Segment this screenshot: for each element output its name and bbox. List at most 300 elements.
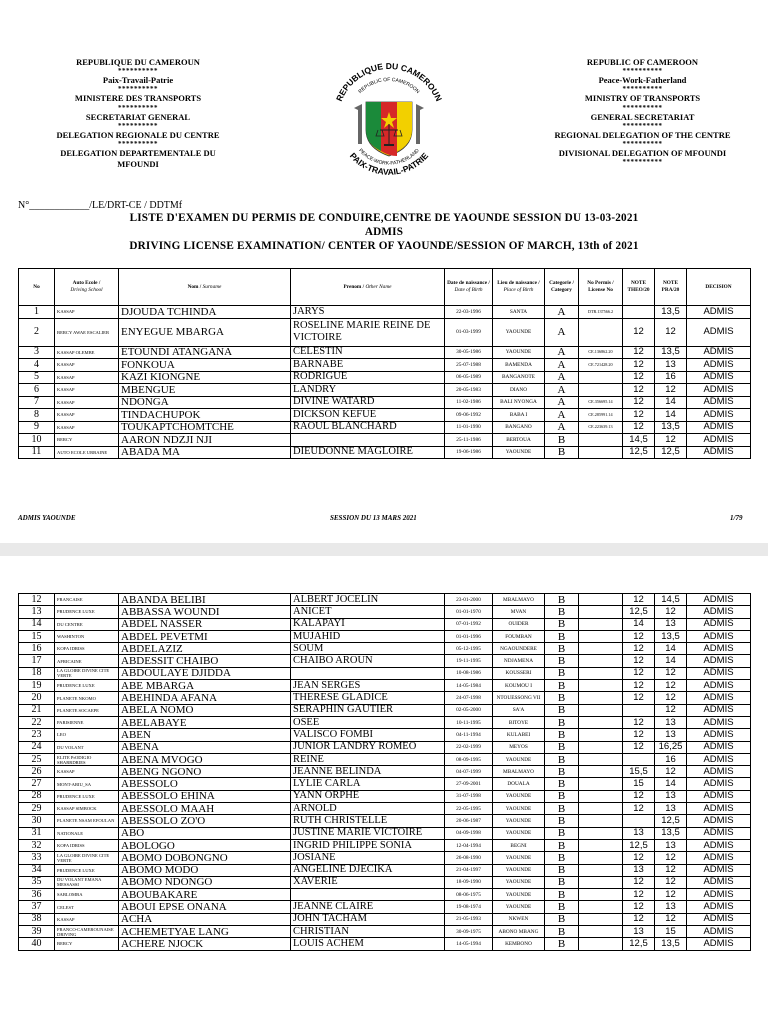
cell-birth-place: OUIDER (493, 618, 545, 630)
cell-surname: ABEN (119, 729, 291, 741)
cell-category: B (545, 594, 579, 606)
cell-first-name: CELESTIN (291, 346, 445, 359)
cell-theory-score: 12 (623, 901, 655, 913)
cell-birth-place: KEMBONO (493, 938, 545, 950)
cell-license-no (579, 384, 623, 397)
cell-first-name: DIEUDONNE MAGLOIRE (291, 446, 445, 459)
cell-first-name: DICKSON KEFUE (291, 409, 445, 422)
cell-first-name: SOUM (291, 643, 445, 655)
cell-birth-date: 26-08-1990 (445, 852, 493, 864)
cell-practical-score: 12 (655, 667, 687, 679)
cell-birth-place: YAOUNDE (493, 815, 545, 827)
cell-no: 14 (19, 618, 55, 630)
table-row (19, 630, 751, 642)
cell-no: 15 (19, 630, 55, 642)
cell-birth-place: BERTOUA (493, 434, 545, 447)
cell-decision: ADMIS (687, 421, 751, 434)
cell-birth-date: 20-06-1987 (445, 815, 493, 827)
cell-license-no (579, 753, 623, 765)
cell-school: FRANCO-CAMEROUNAISE DRIVING (55, 926, 119, 938)
cell-birth-date: 10-08-1986 (445, 667, 493, 679)
title-french: LISTE D'EXAMEN DU PERMIS DE CONDUIRE,CENTRE DE YAOUNDE SESSION DU 13-03-2021 (129, 212, 639, 224)
cell-no: 18 (19, 667, 55, 679)
cell-first-name: ANGELINE DJECIKA (291, 864, 445, 876)
cell-category: B (545, 643, 579, 655)
table-row (19, 396, 751, 409)
cell-first-name: JUSTINE MARIE VICTOIRE (291, 827, 445, 839)
cell-surname: ABDELAZIZ (119, 643, 291, 655)
cell-practical-score: 13 (655, 839, 687, 851)
cell-birth-place: KULABEI (493, 729, 545, 741)
cell-license-no: CE.721428.20 (579, 359, 623, 372)
cell-category: B (545, 839, 579, 851)
table-row (19, 618, 751, 630)
cell-theory-score: 12 (623, 318, 655, 346)
header-line: GENERAL SECRETARIAT (590, 111, 695, 122)
cell-birth-date: 14-05-1994 (445, 938, 493, 950)
header-separator: ********** (118, 140, 158, 149)
cell-license-no (579, 741, 623, 753)
cell-decision: ADMIS (687, 790, 751, 802)
cell-birth-date: 22-02-1999 (445, 741, 493, 753)
cell-school: KASSAP OLEMBE (55, 346, 119, 359)
cell-theory-score: 13 (623, 864, 655, 876)
cell-practical-score: 12 (655, 680, 687, 692)
cell-theory-score (623, 704, 655, 716)
cell-birth-date: 25-07-1988 (445, 359, 493, 372)
cell-practical-score: 16 (655, 371, 687, 384)
cell-category: A (545, 371, 579, 384)
cell-category: A (545, 318, 579, 346)
cell-first-name: JOSIANE (291, 852, 445, 864)
cell-decision: ADMIS (687, 889, 751, 901)
cell-school: BERCY (55, 938, 119, 950)
cell-no: 24 (19, 741, 55, 753)
header-line: DELEGATION DEPARTEMENTALE DU (60, 148, 216, 159)
cell-first-name: ANICET (291, 606, 445, 618)
cell-birth-date: 19-11-1995 (445, 655, 493, 667)
cell-category: B (545, 716, 579, 728)
cell-surname: ABO (119, 827, 291, 839)
cell-first-name: CHAIBO AROUN (291, 655, 445, 667)
cell-category: A (545, 421, 579, 434)
cell-first-name: SERAPHIN GAUTIER (291, 704, 445, 716)
table-row (19, 889, 751, 901)
cell-license-no (579, 839, 623, 851)
table-row (19, 421, 751, 434)
cell-theory-score: 13 (623, 926, 655, 938)
cell-school: PRUDENCE LUXE (55, 606, 119, 618)
cell-first-name: JEANNE BELINDA (291, 766, 445, 778)
table-row (19, 606, 751, 618)
cell-school: FRANCAISE (55, 594, 119, 606)
cell-theory-score: 15,5 (623, 766, 655, 778)
cell-birth-place: KOUSSERI (493, 667, 545, 679)
cell-license-no (579, 913, 623, 925)
cell-license-no (579, 864, 623, 876)
table-row (19, 371, 751, 384)
cell-category: B (545, 618, 579, 630)
cell-first-name: REINE (291, 753, 445, 765)
cell-surname: ABDOULAYE DJIDDA (119, 667, 291, 679)
cell-birth-date: 30-05-1986 (445, 346, 493, 359)
cell-birth-place: NTOUESSONG VII (493, 692, 545, 704)
cell-practical-score: 12 (655, 766, 687, 778)
cell-practical-score: 13,5 (655, 827, 687, 839)
cell-practical-score: 14 (655, 396, 687, 409)
table-row (19, 704, 751, 716)
cell-first-name: ALBERT JOCELIN (291, 594, 445, 606)
cell-birth-date: 14-05-1984 (445, 680, 493, 692)
cell-decision: ADMIS (687, 852, 751, 864)
header-line: Peace-Work-Fatherland (598, 75, 687, 86)
cell-surname: ACHEMETYAE LANG (119, 926, 291, 938)
cell-practical-score: 13 (655, 901, 687, 913)
table-row (19, 680, 751, 692)
cell-surname: ACHA (119, 913, 291, 925)
cell-decision: ADMIS (687, 655, 751, 667)
cell-first-name: MUJAHID (291, 630, 445, 642)
cell-birth-date: 04-11-1994 (445, 729, 493, 741)
cell-license-no (579, 716, 623, 728)
cell-school: KASSAP (55, 766, 119, 778)
cell-category: B (545, 753, 579, 765)
cell-first-name: RAOUL BLANCHARD (291, 421, 445, 434)
cell-practical-score: 14 (655, 778, 687, 790)
cell-no: 16 (19, 643, 55, 655)
cell-license-no (579, 618, 623, 630)
cell-surname: TINDACHUPOK (119, 409, 291, 422)
cell-birth-date: 06-05-1989 (445, 371, 493, 384)
cell-theory-score: 14,5 (623, 434, 655, 447)
table-row (19, 778, 751, 790)
cell-birth-date: 19-06-1986 (445, 446, 493, 459)
cell-school: AUTO ECOLE URBAINE (55, 446, 119, 459)
cell-theory-score: 12,5 (623, 606, 655, 618)
cell-decision: ADMIS (687, 359, 751, 372)
cell-category: B (545, 901, 579, 913)
cell-category: B (545, 446, 579, 459)
header-left-french (18, 57, 258, 170)
cell-surname: ABOMO DOBONGNO (119, 852, 291, 864)
cell-theory-score: 12 (623, 741, 655, 753)
table-row (19, 643, 751, 655)
header-separator: ********** (118, 85, 158, 94)
cell-birth-date: 01-03-1999 (445, 318, 493, 346)
cell-no: 20 (19, 692, 55, 704)
cell-school: PLANETE SOCAEPE (55, 704, 119, 716)
cell-surname: FONKOUA (119, 359, 291, 372)
cell-surname: ABENG NGONO (119, 766, 291, 778)
footer-center: SESSION DU 13 MARS 2021 (330, 514, 417, 522)
header-line: MINISTRY OF TRANSPORTS (584, 93, 701, 104)
cell-license-no (579, 680, 623, 692)
cell-practical-score: 13,5 (655, 421, 687, 434)
cell-surname: ABESSOLO MAAH (119, 803, 291, 815)
cell-decision: ADMIS (687, 716, 751, 728)
table-row (19, 926, 751, 938)
cell-no: 5 (19, 371, 55, 384)
cell-birth-place: MVAN (493, 606, 545, 618)
cell-theory-score: 12 (623, 667, 655, 679)
cell-birth-place: YAOUNDE (493, 803, 545, 815)
cell-theory-score: 12 (623, 876, 655, 888)
seal-top-text: REPUBLIQUE DU CAMEROUN (333, 60, 445, 103)
cell-no: 9 (19, 421, 55, 434)
cell-decision: ADMIS (687, 346, 751, 359)
cell-birth-date: 07-01-1992 (445, 618, 493, 630)
cell-first-name: LANDRY (291, 384, 445, 397)
cell-license-no (579, 938, 623, 950)
cell-no: 38 (19, 913, 55, 925)
cell-license-no (579, 876, 623, 888)
cell-no: 26 (19, 766, 55, 778)
cell-theory-score: 12 (623, 803, 655, 815)
cell-school: PLANETE NSAM EFOULAN (55, 815, 119, 827)
cell-surname: MBENGUE (119, 384, 291, 397)
cell-school: LA GLOIRE DIVINE CITE VERTE (55, 667, 119, 679)
cell-birth-date: 09-06-1992 (445, 409, 493, 422)
cell-license-no (579, 827, 623, 839)
cell-no: 32 (19, 839, 55, 851)
cell-birth-date: 02-05-2000 (445, 704, 493, 716)
cell-birth-date: 20-05-1983 (445, 384, 493, 397)
cell-category: B (545, 790, 579, 802)
cell-no: 19 (19, 680, 55, 692)
cell-school: PLANETE NKOMO (55, 692, 119, 704)
col-header-decision: DECISION (687, 269, 751, 306)
cell-school: KOFA IDRISS (55, 643, 119, 655)
cell-category: B (545, 827, 579, 839)
cell-decision: ADMIS (687, 618, 751, 630)
cell-birth-place: SA'A (493, 704, 545, 716)
cell-birth-place: YAOUNDE (493, 876, 545, 888)
cell-category: B (545, 815, 579, 827)
cell-practical-score: 12 (655, 913, 687, 925)
cell-birth-date: 22-05-1995 (445, 803, 493, 815)
col-header-theory: NOTE THEO/20 (623, 269, 655, 306)
cell-birth-date: 24-07-1998 (445, 692, 493, 704)
cell-school: KASSAP (55, 421, 119, 434)
cell-birth-date: 23-01-2000 (445, 594, 493, 606)
cell-no: 39 (19, 926, 55, 938)
cell-surname: ABDESSIT CHAIBO (119, 655, 291, 667)
cell-category: B (545, 655, 579, 667)
cell-license-no (579, 692, 623, 704)
col-header-school: Auto Ecole / Driving School (55, 269, 119, 306)
header-separator: ********** (622, 85, 663, 94)
cell-practical-score: 13,5 (655, 346, 687, 359)
seal-top-inner-text: REPUBLIC OF CAMEROON (357, 76, 421, 95)
table-row (19, 901, 751, 913)
cell-birth-place: BALI NYONGA (493, 396, 545, 409)
cell-license-no (579, 766, 623, 778)
table-row (19, 938, 751, 950)
cell-no: 35 (19, 876, 55, 888)
cell-first-name: JARYS (291, 306, 445, 319)
cell-surname: ETOUNDI ATANGANA (119, 346, 291, 359)
cell-school: KASSAP (55, 396, 119, 409)
cell-license-no (579, 630, 623, 642)
table-row (19, 790, 751, 802)
cell-category: B (545, 704, 579, 716)
cell-practical-score: 13,5 (655, 630, 687, 642)
cell-decision: ADMIS (687, 704, 751, 716)
cell-school: PRUDENCE LUXE (55, 864, 119, 876)
cell-birth-place: MBALMAYO (493, 594, 545, 606)
cell-category: B (545, 766, 579, 778)
cell-practical-score: 12 (655, 852, 687, 864)
cell-decision: ADMIS (687, 409, 751, 422)
cell-first-name: LYLIE CARLA (291, 778, 445, 790)
cell-practical-score: 12 (655, 704, 687, 716)
cell-category: B (545, 667, 579, 679)
cell-birth-place: YAOUNDE (493, 318, 545, 346)
cell-birth-date: 04-07-1999 (445, 766, 493, 778)
cell-decision: ADMIS (687, 446, 751, 459)
table-row (19, 594, 751, 606)
cell-first-name: JOHN TACHAM (291, 913, 445, 925)
cell-first-name: RODRIGUE (291, 371, 445, 384)
cell-theory-score: 12 (623, 409, 655, 422)
cell-no: 34 (19, 864, 55, 876)
header-separator: ********** (622, 67, 663, 76)
cell-no: 23 (19, 729, 55, 741)
table-header-row (19, 269, 751, 306)
cell-surname: ABDEL NASSER (119, 618, 291, 630)
header-line: REPUBLIQUE DU CAMEROUN (76, 57, 200, 67)
cell-practical-score: 12 (655, 384, 687, 397)
header-line: MFOUNDI (117, 159, 159, 170)
cell-no: 1 (19, 306, 55, 319)
table-row (19, 359, 751, 372)
header-line: DELEGATION REGIONALE DU CENTRE (56, 129, 220, 140)
cell-birth-place: NGAOUNDERE (493, 643, 545, 655)
cell-decision: ADMIS (687, 803, 751, 815)
header-separator: ********** (118, 67, 158, 76)
cell-category: A (545, 396, 579, 409)
cell-decision: ADMIS (687, 680, 751, 692)
cell-license-no (579, 667, 623, 679)
cell-theory-score: 12,5 (623, 839, 655, 851)
table-body-page-2 (19, 594, 751, 951)
results-table-page-1 (18, 268, 751, 459)
cell-decision: ADMIS (687, 741, 751, 753)
table-row (19, 667, 751, 679)
cell-birth-place: KOUMOU I (493, 680, 545, 692)
cell-category: A (545, 409, 579, 422)
cell-decision: ADMIS (687, 864, 751, 876)
cell-school: WASHINTON (55, 630, 119, 642)
cell-decision: ADMIS (687, 371, 751, 384)
cell-category: B (545, 876, 579, 888)
table-row (19, 741, 751, 753)
cell-decision: ADMIS (687, 306, 751, 319)
cell-birth-date: 25-11-1986 (445, 434, 493, 447)
cell-surname: ENYEGUE MBARGA (119, 318, 291, 346)
cell-school: KASSAP SIMBOCK (55, 803, 119, 815)
cell-no: 29 (19, 803, 55, 815)
cell-no: 28 (19, 790, 55, 802)
cell-birth-date: 05-12-1995 (445, 643, 493, 655)
cell-practical-score: 13 (655, 803, 687, 815)
cell-category: B (545, 434, 579, 447)
table-row (19, 409, 751, 422)
cell-theory-score: 12 (623, 346, 655, 359)
cell-birth-date: 22-03-1996 (445, 306, 493, 319)
results-table-page-2 (18, 593, 751, 951)
cell-no: 37 (19, 901, 55, 913)
svg-text:REPUBLIC OF CAMEROON (357, 77, 420, 95)
table-row (19, 384, 751, 397)
cell-surname: ABELA NOMO (119, 704, 291, 716)
cell-license-no: DTR.137566.2 (579, 306, 623, 319)
header-line: DIVISIONAL DELEGATION OF MFOUNDI (558, 148, 727, 159)
table-row (19, 729, 751, 741)
cell-birth-date: 21-05-1993 (445, 913, 493, 925)
cell-practical-score: 13 (655, 618, 687, 630)
cell-surname: ABOMO NDONGO (119, 876, 291, 888)
cell-theory-score: 12 (623, 371, 655, 384)
cell-category: B (545, 692, 579, 704)
cell-no: 25 (19, 753, 55, 765)
cell-birth-date: 19-08-1974 (445, 901, 493, 913)
cell-theory-score: 12 (623, 643, 655, 655)
table-row (19, 306, 751, 319)
cell-license-no (579, 926, 623, 938)
cell-category: B (545, 680, 579, 692)
cell-category: B (545, 852, 579, 864)
cell-category: B (545, 926, 579, 938)
cell-theory-score: 12 (623, 396, 655, 409)
cell-birth-place: MEYOS (493, 741, 545, 753)
cell-decision: ADMIS (687, 643, 751, 655)
cell-birth-date: 12-04-1994 (445, 839, 493, 851)
table-row (19, 839, 751, 851)
cell-theory-score: 12 (623, 852, 655, 864)
cell-surname: TOUKAPTCHOMTCHE (119, 421, 291, 434)
cell-license-no (579, 446, 623, 459)
cell-category: B (545, 938, 579, 950)
cell-birth-date: 08-06-1975 (445, 889, 493, 901)
cell-birth-place: ABONO MBANG (493, 926, 545, 938)
cell-birth-date: 08-09-1995 (445, 753, 493, 765)
cell-license-no (579, 704, 623, 716)
cell-school: PRUDENCE LUXE (55, 790, 119, 802)
cell-birth-date: 01-01-1996 (445, 630, 493, 642)
cell-first-name: DIVINE WATARD (291, 396, 445, 409)
cell-no: 6 (19, 384, 55, 397)
cell-practical-score: 13,5 (655, 306, 687, 319)
cell-theory-score: 12 (623, 913, 655, 925)
cell-surname: ABENA (119, 741, 291, 753)
cell-decision: ADMIS (687, 901, 751, 913)
header-separator: ********** (118, 121, 158, 130)
cell-birth-place: DIANO (493, 384, 545, 397)
cell-surname: ABADA MA (119, 446, 291, 459)
cell-no: 10 (19, 434, 55, 447)
cell-no: 31 (19, 827, 55, 839)
cell-surname: ABDEL PEVETMI (119, 630, 291, 642)
cell-decision: ADMIS (687, 434, 751, 447)
cell-surname: ABOMO MODO (119, 864, 291, 876)
cell-practical-score: 12 (655, 434, 687, 447)
cell-category: B (545, 864, 579, 876)
title-admis: ADMIS (364, 226, 404, 238)
header-right-english (525, 57, 760, 166)
cell-license-no (579, 889, 623, 901)
cell-surname: ABESSOLO EHINA (119, 790, 291, 802)
